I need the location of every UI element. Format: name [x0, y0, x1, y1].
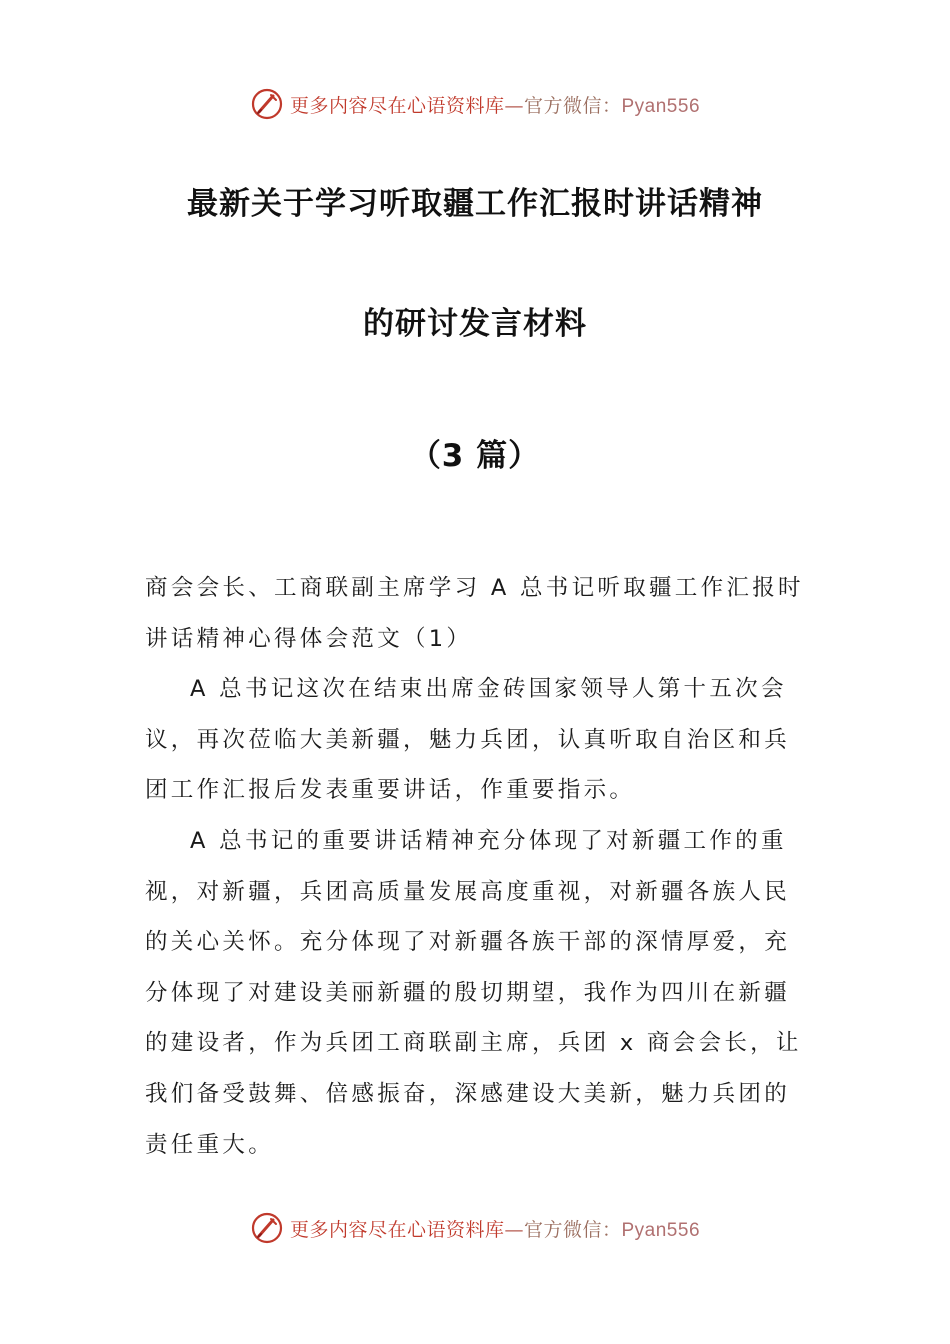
document-title-line-2: 的研讨发言材料	[363, 306, 587, 342]
watermark-slogan	[290, 1215, 700, 1242]
watermark-dash: —	[504, 1218, 524, 1241]
body-paragraph-1: A 总书记这次在结束出席金砖国家领导人第十五次会议，再次莅临大美新疆，魅力兵团，认真听取自治区和兵团工作汇报后发表重要讲话，作重要指示。	[145, 676, 791, 804]
watermark-wechat-label: 官方微信：	[523, 1218, 622, 1241]
footer-watermark-banner	[0, 1208, 950, 1248]
header-watermark-banner	[0, 84, 950, 124]
watermark-slogan	[290, 91, 700, 118]
watermark-site-text: 更多内容尽在心语资料库	[289, 94, 505, 117]
watermark-site-text: 更多内容尽在心语资料库	[289, 1218, 505, 1241]
document-title-line-1: 最新关于学习听取疆工作汇报时讲话精神	[187, 186, 763, 222]
pen-logo-icon	[250, 1211, 284, 1245]
watermark-dash: —	[504, 94, 524, 117]
document-title-count: （3 篇）	[409, 438, 541, 474]
body-paragraph-2: A 总书记的重要讲话精神充分体现了对新疆工作的重视，对新疆，兵团高质量发展高度重视，对新疆各族人民的关心关怀。充分体现了对新疆各族干部的深情厚爱，充分体现了对建设美丽新疆的殷切期望，我作为四川在新疆的建设者，作为兵团工商联副主席，兵团 x 商会会长，让我们备受鼓舞、倍感振奋，深感建设大美新，魅力兵团的责任重大。	[145, 827, 802, 1158]
section-subheading: 商会会长、工商联副主席学习 A 总书记听取疆工作汇报时讲话精神心得体会范文（1）	[145, 575, 804, 652]
watermark-wechat-label: 官方微信：	[523, 94, 622, 117]
watermark-wechat-id: Pyan556	[621, 95, 701, 117]
watermark-wechat-id: Pyan556	[621, 1219, 701, 1241]
document-body	[145, 563, 815, 1170]
pen-logo-icon	[250, 87, 284, 121]
